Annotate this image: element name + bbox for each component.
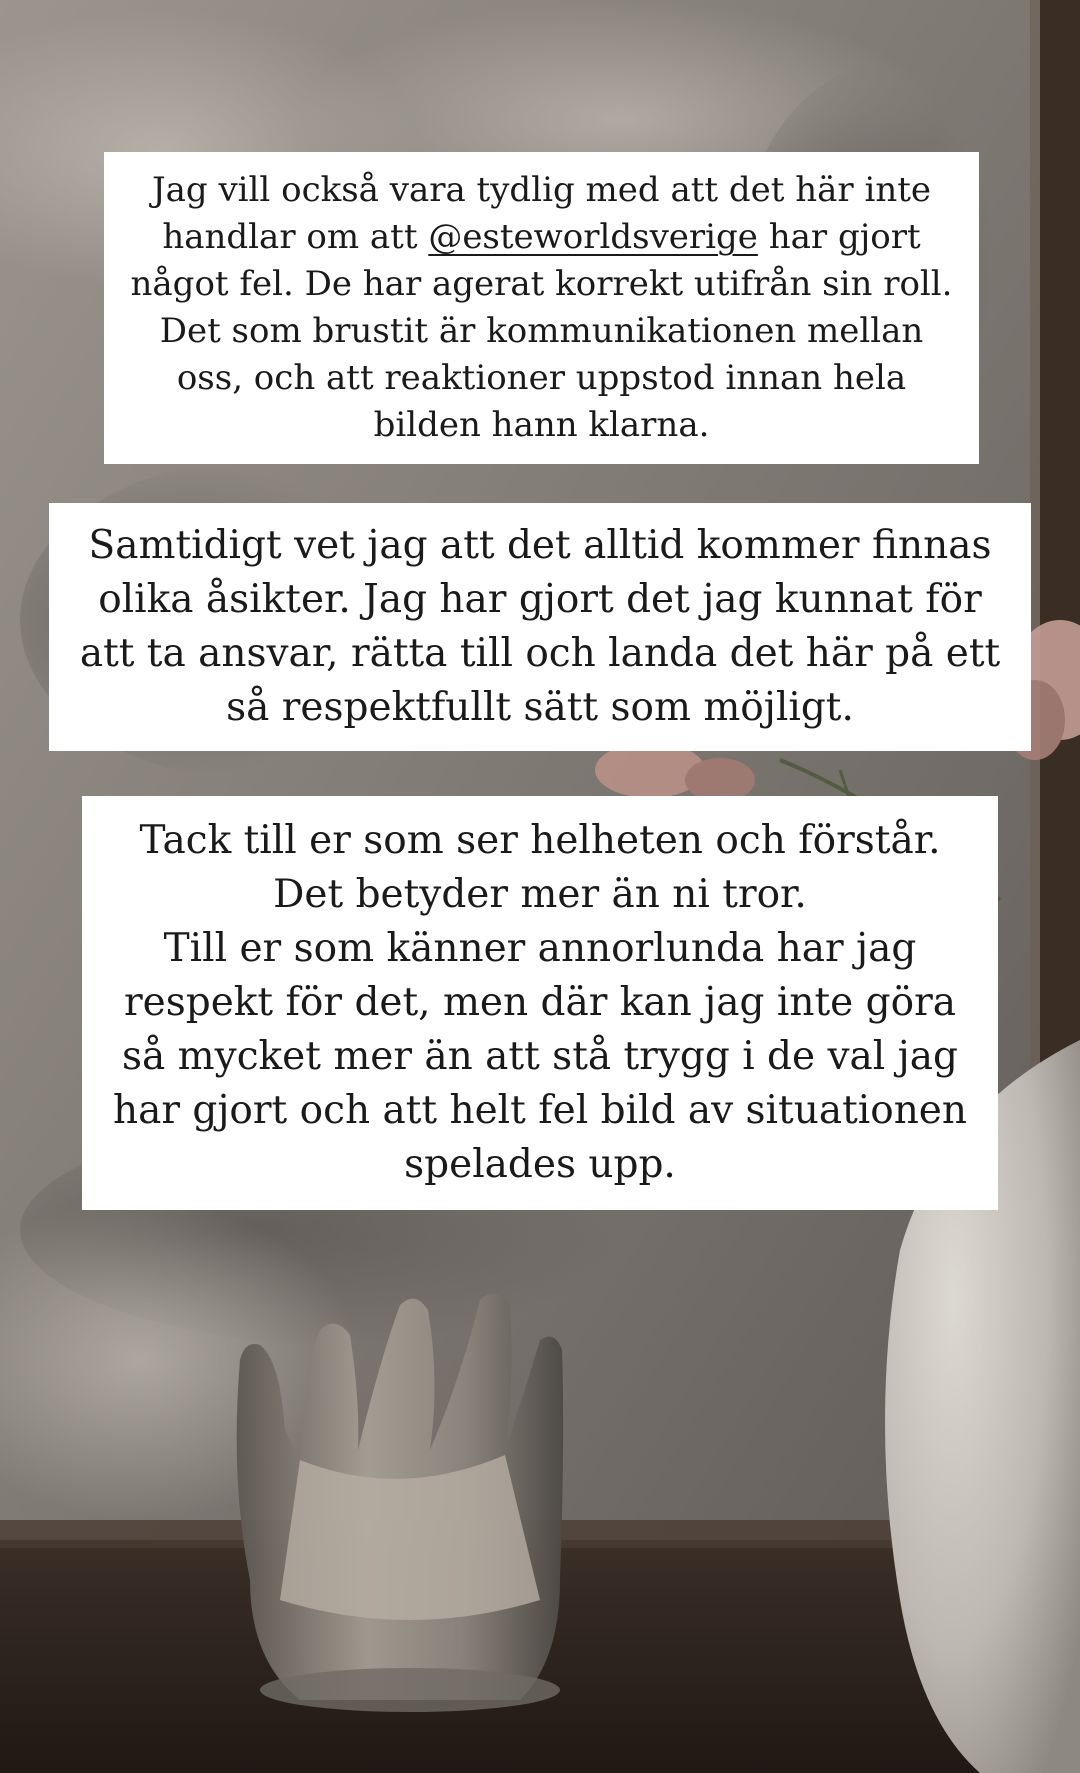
mention-tag[interactable]: @esteworldsverige bbox=[428, 217, 758, 257]
story-caption-3 bbox=[82, 796, 998, 1210]
caption-3-text: Tack till er som ser helheten och förstår. Det betyder mer än ni tror. Till er som känner annorlunda har jag respekt för det, men där kan jag inte göra så mycket mer än att stå trygg i de val jag har gjort och att helt fel bild av situationen spelades upp. bbox=[112, 818, 968, 1187]
caption-1-text bbox=[131, 167, 953, 449]
story-caption-2 bbox=[49, 503, 1031, 751]
caption-1-text-end: har gjort något fel. De har agerat korrekt utifrån sin roll. Det som brustit är kommunikationen mellan oss, och att reaktioner uppstod innan hela bilden hann klarna. bbox=[130, 217, 953, 445]
caption-1-text-start: Jag vill också vara tydlig med att det här inte handlar om att bbox=[152, 170, 931, 257]
story-caption-1 bbox=[104, 152, 979, 464]
caption-2-text: Samtidigt vet jag att det alltid kommer finnas olika åsikter. Jag har gjort det jag kunnat för att ta ansvar, rätta till och landa det här på ett så respektfullt sätt som möjligt. bbox=[79, 523, 1001, 730]
